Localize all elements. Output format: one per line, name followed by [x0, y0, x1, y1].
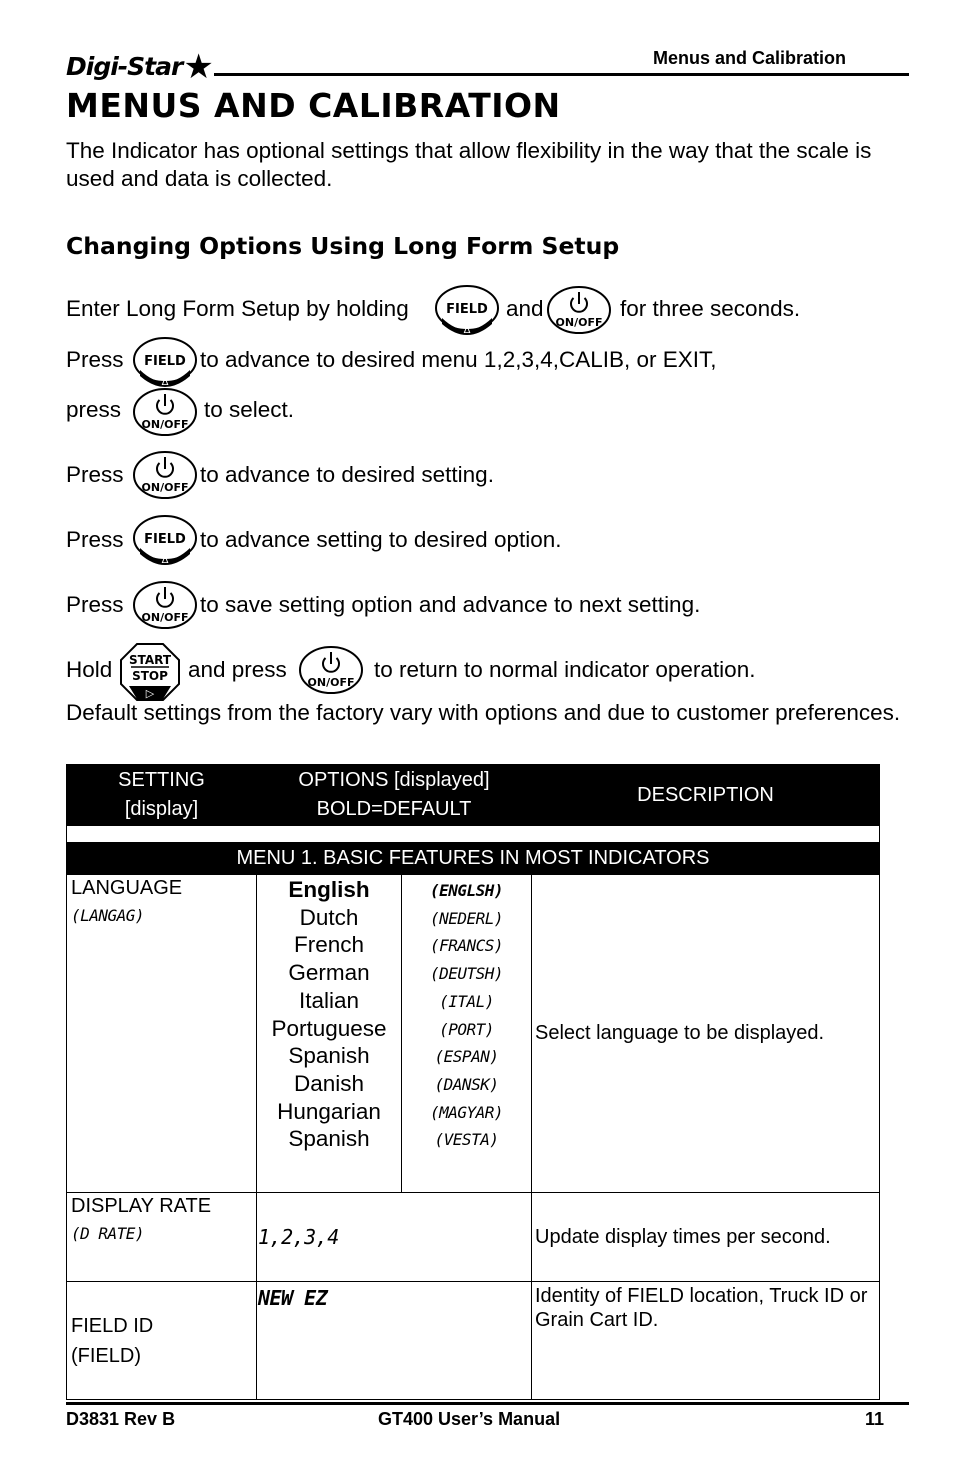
language-display: (FRANCS)	[429, 936, 504, 956]
svg-text:STOP: STOP	[132, 669, 168, 683]
language-option: Italian	[298, 987, 360, 1013]
language-display: (ESPAN)	[434, 1047, 499, 1067]
step-1-text-c: for three seconds.	[620, 296, 801, 321]
language-display: (DANSK)	[434, 1074, 499, 1094]
onoff-button-icon	[132, 579, 198, 631]
description-cell: Identity of FIELD location, Truck ID or Grain Cart ID.	[532, 1282, 880, 1400]
page-title: MENUS AND CALIBRATION	[66, 86, 561, 125]
language-option: English	[288, 877, 370, 902]
onoff-button-icon	[132, 386, 198, 438]
logo-text: Digi-Star	[66, 52, 183, 81]
language-display: (ENGLSH)	[429, 881, 504, 900]
svg-text:Δ: Δ	[161, 377, 169, 388]
language-option: Spanish	[288, 1043, 370, 1069]
step-2-press: Press	[66, 347, 124, 372]
onoff-button-icon	[298, 644, 364, 696]
language-option: Spanish	[288, 1126, 370, 1152]
step-7-hold: Hold	[66, 657, 113, 682]
menu-title-row: MENU 1. BASIC FEATURES IN MOST INDICATORS	[67, 843, 880, 875]
svg-text:Δ: Δ	[161, 555, 169, 566]
language-option: French	[293, 932, 365, 958]
setting-cell: LANGUAGE (LANGAG)	[67, 875, 257, 1193]
svg-text:▷: ▷	[145, 687, 155, 700]
step-3-text: to select.	[204, 397, 295, 422]
digistar-logo	[66, 44, 213, 87]
language-display: (PORT)	[439, 1019, 494, 1039]
step-4-text: to advance to desired setting.	[200, 462, 494, 487]
language-option: Hungarian	[277, 1098, 381, 1124]
header-rule	[214, 73, 909, 76]
svg-text:FIELD: FIELD	[446, 302, 488, 317]
description-cell: Update display times per second.	[532, 1193, 880, 1282]
header-description: DESCRIPTION	[532, 765, 880, 826]
step-1-text-a: Enter Long Form Setup by holding	[66, 296, 409, 321]
step-7-and-press: and press	[188, 657, 287, 682]
header-setting: SETTING [display]	[67, 765, 257, 826]
options-table	[66, 764, 880, 1400]
step-3-press: press	[66, 397, 122, 422]
setting-cell: DISPLAY RATE (D RATE)	[67, 1193, 257, 1282]
language-display: (VESTA)	[434, 1130, 499, 1150]
svg-text:ON/OFF: ON/OFF	[141, 418, 189, 431]
table-row-language	[67, 875, 880, 1193]
step-1	[66, 296, 409, 322]
step-2-text: to advance to desired menu 1,2,3,4,CALIB, or EXIT,	[200, 347, 717, 372]
step-4-press: Press	[66, 462, 124, 487]
setting-cell: FIELD ID (FIELD)	[67, 1282, 257, 1400]
section-header: Menus and Calibration	[653, 48, 847, 68]
footer-doc-id: D3831 Rev B	[66, 1409, 176, 1429]
svg-text:FIELD: FIELD	[144, 354, 186, 369]
onoff-button-icon	[132, 449, 198, 501]
step-5-text: to advance setting to desired option.	[200, 527, 562, 552]
language-option: Danish	[293, 1070, 365, 1096]
svg-text:ON/OFF: ON/OFF	[307, 676, 355, 689]
language-display: (ITAL)	[439, 991, 494, 1011]
table-row-field-id	[67, 1282, 880, 1400]
field-button-icon	[132, 514, 198, 566]
svg-text:Δ: Δ	[463, 325, 471, 336]
svg-text:ON/OFF: ON/OFF	[141, 481, 189, 494]
field-button-icon	[132, 336, 198, 388]
defaults-note: Default settings from the factory vary with options and due to customer preferences.	[66, 700, 901, 725]
step-1-and: and	[506, 296, 544, 321]
header-options: OPTIONS [displayed] BOLD=DEFAULT	[257, 765, 532, 826]
field-button-icon	[434, 284, 500, 336]
step-5-press: Press	[66, 527, 124, 552]
language-display: (NEDERL)	[429, 908, 504, 928]
language-options	[257, 875, 402, 1193]
language-display: (MAGYAR)	[429, 1102, 504, 1122]
options-cell: 1,2,3,4	[257, 1193, 532, 1282]
intro-paragraph: The Indicator has optional settings that allow flexibility in the way that the scale is used and data is collected.	[66, 138, 872, 191]
footer-manual-title: GT400 User’s Manual	[378, 1409, 561, 1429]
svg-text:START: START	[128, 653, 172, 667]
language-option: German	[288, 960, 370, 986]
language-display: (DEUTSH)	[429, 964, 504, 984]
page-number: 11	[865, 1409, 885, 1429]
step-6-press: Press	[66, 592, 124, 617]
language-option: Dutch	[299, 904, 359, 930]
start-stop-button-icon	[119, 642, 181, 702]
section-subtitle: Changing Options Using Long Form Setup	[66, 232, 620, 260]
language-displays	[402, 875, 532, 1193]
table-row-display-rate	[67, 1193, 880, 1282]
spacer-row	[67, 826, 880, 843]
star-icon: ★	[183, 47, 213, 87]
svg-text:ON/OFF: ON/OFF	[141, 611, 189, 624]
step-7-text: to return to normal indicator operation.	[374, 657, 756, 682]
svg-text:FIELD: FIELD	[144, 532, 186, 547]
options-cell: NEW EZ	[257, 1282, 532, 1400]
svg-text:ON/OFF: ON/OFF	[555, 316, 603, 329]
onoff-button-icon	[546, 284, 612, 336]
description-cell: Select language to be displayed.	[532, 875, 880, 1193]
language-option: Portuguese	[271, 1015, 387, 1041]
step-6-text: to save setting option and advance to next setting.	[200, 592, 701, 617]
footer-rule	[66, 1402, 909, 1405]
table-header-row	[67, 765, 880, 826]
